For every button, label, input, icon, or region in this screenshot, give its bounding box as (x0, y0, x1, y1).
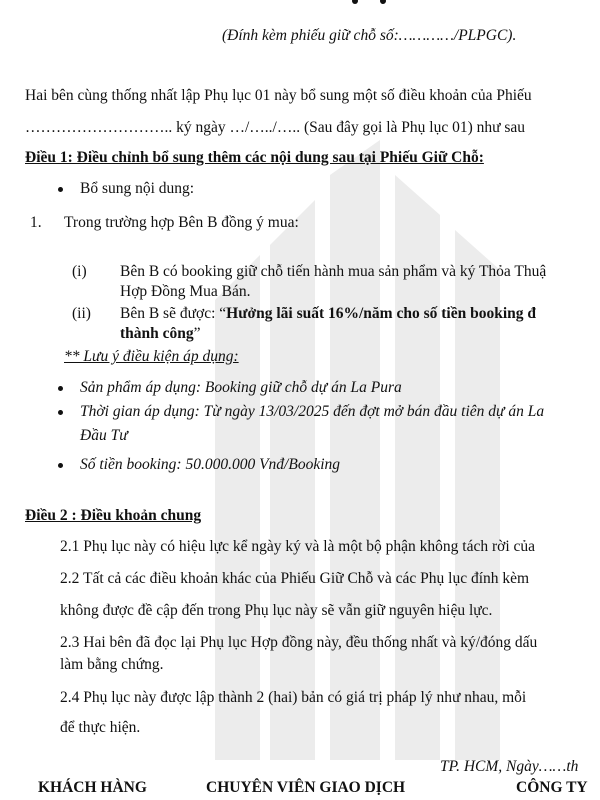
condition-time: Đầu Tư (80, 427, 128, 444)
clause-2-2: không được đề cập đến trong Phụ lục này sẽ vẫn giữ nguyên hiệu lực. (60, 602, 493, 619)
article-1-heading: Điều 1: Điều chỉnh bổ sung thêm các nội dung sau tại Phiếu Giữ Chỗ: (25, 149, 484, 166)
signature-agent: CHUYÊN VIÊN GIAO DỊCH (206, 779, 406, 796)
top-mark (352, 0, 358, 4)
sub-item-text (120, 324, 201, 344)
clause-2-3: làm bằng chứng. (60, 656, 164, 673)
sub-item-text: Hợp Đồng Mua Bán. (120, 283, 251, 300)
bullet-icon (58, 410, 63, 415)
list-number: 1. (30, 214, 42, 231)
clause-2-4: 2.4 Phụ lục này được lập thành 2 (hai) bản có giá trị pháp lý như nhau, mỗi (60, 689, 527, 706)
sub-item-suffix: ” (193, 325, 201, 342)
sub-item-label: (i) (72, 263, 87, 280)
place-date: TP. HCM, Ngày……th (440, 758, 579, 775)
sub-item-bold-text: thành công (120, 325, 194, 342)
top-mark (380, 0, 386, 4)
clause-2-1: 2.1 Phụ lục này có hiệu lực kể ngày ký và là một bộ phận không tách rời của (60, 538, 536, 555)
bullet-icon (58, 187, 63, 192)
sub-item-text: Bên B có booking giữ chỗ tiến hành mua sản phẩm và ký Thỏa Thuậ (120, 263, 547, 280)
intro-line: Hai bên cùng thống nhất lập Phụ lục 01 này bổ sung một số điều khoản của Phiếu (25, 87, 532, 104)
condition-time: Thời gian áp dụng: Từ ngày 13/03/2025 đến đợt mở bán đầu tiên dự án La (80, 403, 545, 420)
bullet-icon (58, 463, 63, 468)
bullet-text: Bổ sung nội dung: (80, 180, 195, 197)
sub-item-bold-text: Hưởng lãi suất 16%/năm cho số tiền booking đ (226, 305, 537, 322)
intro-line: ……………………….. ký ngày …/…../….. (Sau đây gọi là Phụ lục 01) như sau (25, 119, 526, 136)
signature-customer: KHÁCH HÀNG (38, 779, 147, 796)
list-item-text: Trong trường hợp Bên B đồng ý mua: (64, 214, 299, 231)
clause-2-2: 2.2 Tất cả các điều khoản khác của Phiếu Giữ Chỗ và các Phụ lục đính kèm (60, 570, 530, 587)
condition-product: Sản phẩm áp dụng: Booking giữ chỗ dự án La Pura (80, 379, 402, 396)
clause-2-3: 2.3 Hai bên đã đọc lại Phụ lục Hợp đồng này, đều thống nhất và ký/đóng dấu (60, 634, 538, 651)
attachment-note: (Đính kèm phiếu giữ chỗ số:…………/PLPGC). (222, 27, 517, 44)
sub-item-label: (ii) (72, 305, 91, 322)
note-heading: ** Lưu ý điều kiện áp dụng: (64, 348, 239, 365)
clause-2-4: để thực hiện. (60, 719, 141, 736)
sub-item-prefix: Bên B sẽ được: “ (120, 305, 227, 322)
sub-item-text (120, 304, 536, 324)
article-2-heading: Điều 2 : Điều khoản chung (25, 507, 202, 524)
bullet-icon (58, 386, 63, 391)
condition-amount: Số tiền booking: 50.000.000 Vnđ/Booking (80, 456, 341, 473)
signature-company: CÔNG TY (516, 779, 588, 796)
